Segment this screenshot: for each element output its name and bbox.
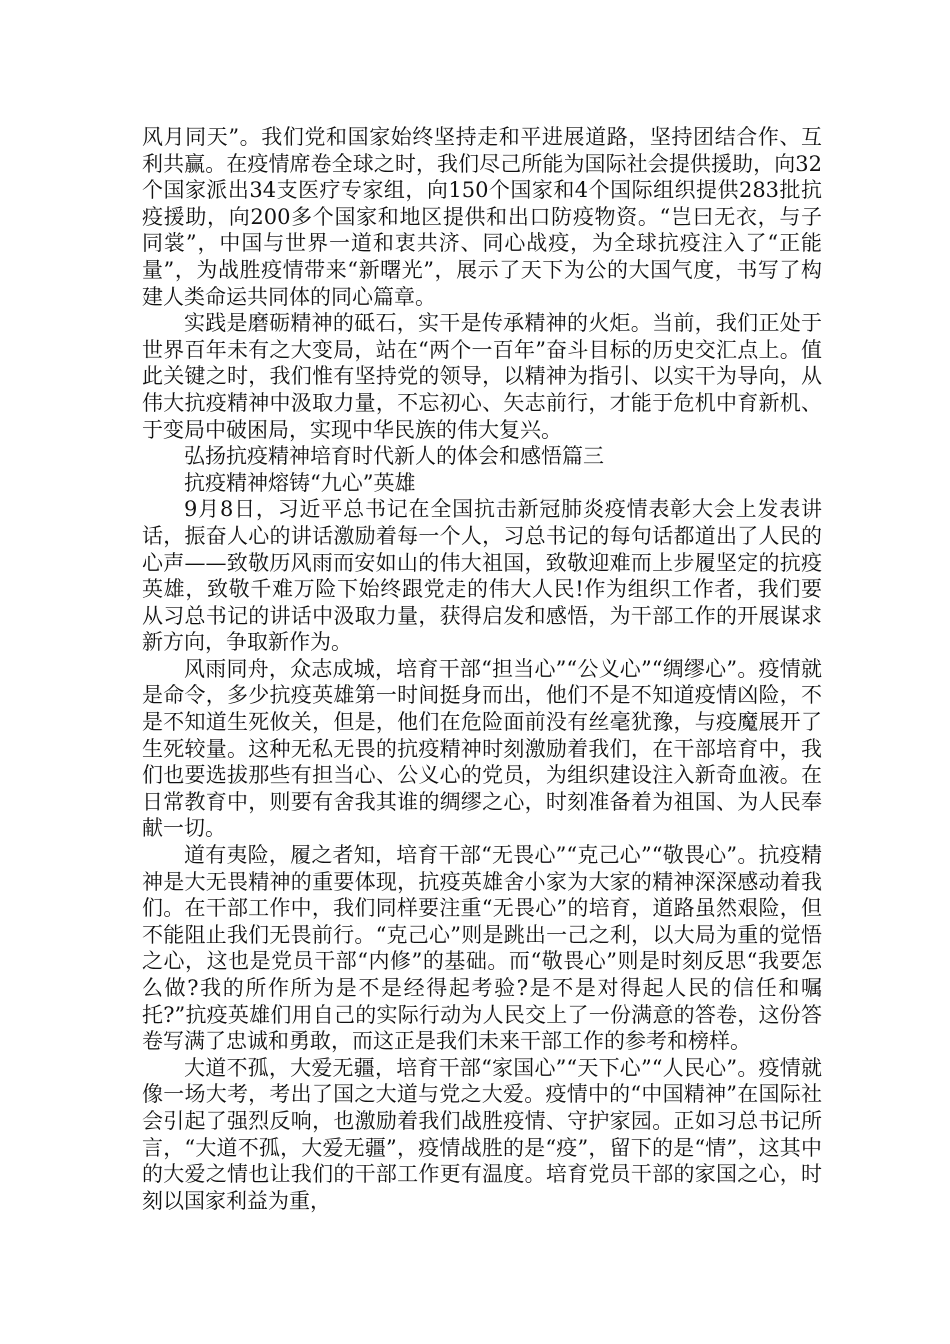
paragraph-continuation: 风月同天”。我们党和国家始终坚持走和平进展道路，坚持团结合作、互利共赢。在疫情席卷全球之时，我们尽己所能为国际社会提供援助，向32个国家派出34支医疗专家组，向150个国家和4个国际组织提供283批抗疫援助，向200多个国家和地区提供和出口防疫物资。“岂曰无衣，与子同裳”，中国与世界一道和衷共济、同心战疫，为全球抗疫注入了“正能量”，为战胜疫情带来“新曙光”，展示了天下为公的大国气度，书写了构建人类命运共同体的同心篇章。 [142, 125, 822, 309]
paragraph: 实践是磨砺精神的砥石，实干是传承精神的火炬。当前，我们正处于世界百年未有之大变局，站在“两个一百年”奋斗目标的历史交汇点上。值此关键之时，我们惟有坚持党的领导，以精神为指引、以实干为导向，从伟大抗疫精神中汲取力量，不忘初心、矢志前行，才能于危机中育新机、于变局中破困局，实现中华民族的伟大复兴。 [142, 311, 822, 442]
paragraph: 风雨同舟，众志成城，培育干部“担当心”“公义心”“绸缪心”。疫情就是命令，多少抗疫英雄第一时间挺身而出，他们不是不知道疫情凶险，不是不知道生死攸关，但是，他们在危险面前没有丝毫犹豫，与疫魔展开了生死较量。这种无私无畏的抗疫精神时刻激励着我们，在干部培育中，我们也要选拔那些有担当心、公义心的党员，为组织建设注入新奇血液。在日常教育中，则要有舍我其谁的绸缪之心，时刻准备着为祖国、为人民奉献一切。 [142, 656, 822, 841]
article-title: 抗疫精神熔铸“九心”英雄 [184, 470, 416, 495]
document-body [142, 124, 822, 1214]
paragraph: 9月8日，习近平总书记在全国抗击新冠肺炎疫情表彰大会上发表讲话，振奋人心的讲话激励着每一个人，习总书记的每句话都道出了人民的心声——致敬历风雨而安如山的伟大祖国，致敬迎难而上步履坚定的抗疫英雄，致敬千难万险下始终跟党走的伟大人民!作为组织工作者，我们要从习总书记的讲话中汲取力量，获得启发和感悟，为干部工作的开展谋求新方向，争取新作为。 [142, 497, 822, 655]
paragraph: 道有夷险，履之者知，培育干部“无畏心”“克己心”“敬畏心”。抗疫精神是大无畏精神的重要体现，抗疫英雄舍小家为大家的精神深深感动着我们。在干部工作中，我们同样要注重“无畏心”的培育，道路虽然艰险，但不能阻止我们无畏前行。“克己心”则是跳出一己之利，以大局为重的觉悟之心，这也是党员干部“内修”的基础。而“敬畏心”则是时刻反思“我要怎么做?我的所作所为是不是经得起考验?是不是对得起人民的信任和嘱托?”抗疫英雄们用自己的实际行动为人民交上了一份满意的答卷，这份答卷写满了忠诚和勇敢，而这正是我们未来干部工作的参考和榜样。 [142, 843, 822, 1054]
paragraph: 大道不孤，大爱无疆，培育干部“家国心”“天下心”“人民心”。疫情就像一场大考，考出了国之大道与党之大爱。疫情中的“中国精神”在国际社会引起了强烈反响，也激励着我们战胜疫情、守护家园。正如习总书记所言，“大道不孤，大爱无疆”，疫情战胜的是“疫”，留下的是“情”，这其中的大爱之情也让我们的干部工作更有温度。培育党员干部的家国之心，时刻以国家利益为重， [142, 1055, 822, 1213]
section-heading: 弘扬抗疫精神培育时代新人的体会和感悟篇三 [184, 444, 604, 469]
